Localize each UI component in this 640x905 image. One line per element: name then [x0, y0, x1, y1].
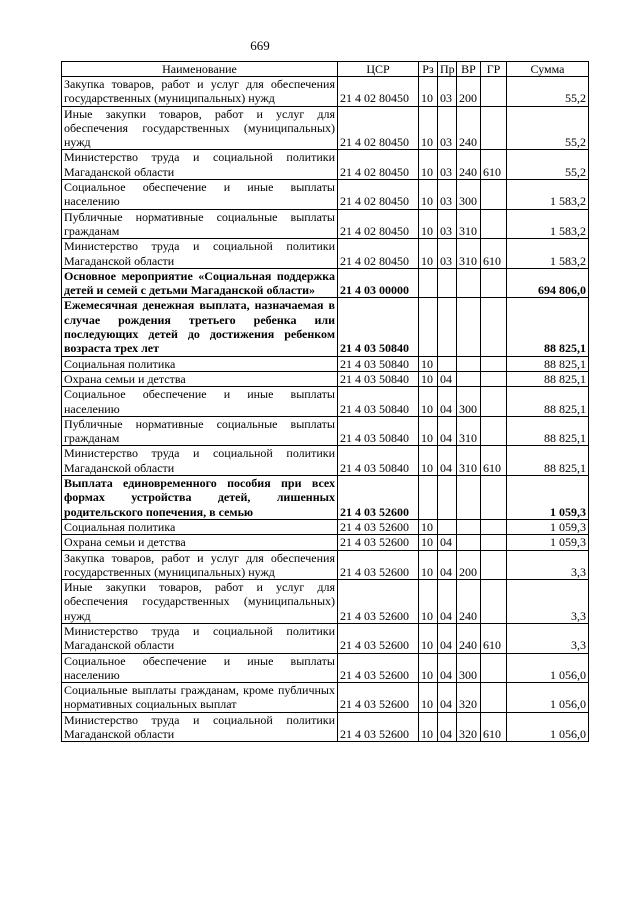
header-csr: ЦСР	[338, 62, 419, 77]
cell-rz	[419, 268, 438, 298]
cell-csr: 21 4 03 52600	[338, 623, 419, 653]
cell-rz: 10	[419, 77, 438, 107]
cell-pr: 04	[438, 535, 457, 550]
cell-csr: 21 4 03 52600	[338, 683, 419, 713]
cell-name: Министерство труда и социальной политики Магаданской области	[62, 239, 338, 269]
cell-csr: 21 4 03 52600	[338, 712, 419, 742]
cell-name: Закупка товаров, работ и услуг для обеспечения государственных (муниципальных) нужд	[62, 77, 338, 107]
cell-vr: 200	[457, 550, 481, 580]
cell-sum: 3,3	[507, 623, 589, 653]
cell-pr: 03	[438, 150, 457, 180]
cell-vr: 240	[457, 106, 481, 150]
table-row	[62, 416, 589, 446]
cell-csr: 21 4 03 50840	[338, 416, 419, 446]
cell-rz: 10	[419, 356, 438, 371]
cell-name: Социальное обеспечение и иные выплаты населению	[62, 180, 338, 210]
cell-sum: 1 059,3	[507, 535, 589, 550]
cell-name: Основное мероприятие «Социальная поддержка детей и семей с детьми Магаданской области»	[62, 268, 338, 298]
cell-vr: 320	[457, 683, 481, 713]
cell-gr	[481, 535, 507, 550]
cell-sum: 1 059,3	[507, 519, 589, 534]
cell-sum: 1 583,2	[507, 180, 589, 210]
cell-pr: 04	[438, 446, 457, 476]
cell-pr: 04	[438, 580, 457, 624]
header-pr: Пр	[438, 62, 457, 77]
cell-csr: 21 4 03 52600	[338, 519, 419, 534]
cell-rz: 10	[419, 550, 438, 580]
table-row	[62, 298, 589, 356]
cell-gr: 610	[481, 239, 507, 269]
table-header-row	[62, 62, 589, 77]
cell-pr	[438, 476, 457, 520]
cell-sum: 55,2	[507, 106, 589, 150]
cell-gr	[481, 653, 507, 683]
cell-csr: 21 4 02 80450	[338, 209, 419, 239]
cell-pr: 04	[438, 387, 457, 417]
cell-vr	[457, 519, 481, 534]
cell-name: Охрана семьи и детства	[62, 535, 338, 550]
cell-sum: 88 825,1	[507, 446, 589, 476]
cell-vr: 300	[457, 387, 481, 417]
cell-csr: 21 4 03 52600	[338, 653, 419, 683]
cell-rz: 10	[419, 180, 438, 210]
cell-vr: 310	[457, 416, 481, 446]
cell-gr: 610	[481, 712, 507, 742]
cell-vr: 240	[457, 623, 481, 653]
table-row	[62, 519, 589, 534]
table-row	[62, 623, 589, 653]
cell-csr: 21 4 03 50840	[338, 446, 419, 476]
cell-vr	[457, 535, 481, 550]
cell-pr: 03	[438, 180, 457, 210]
cell-pr: 03	[438, 106, 457, 150]
cell-sum: 1 583,2	[507, 209, 589, 239]
cell-sum: 55,2	[507, 77, 589, 107]
cell-pr: 04	[438, 683, 457, 713]
cell-sum: 1 056,0	[507, 653, 589, 683]
cell-gr	[481, 476, 507, 520]
cell-rz: 10	[419, 519, 438, 534]
table-row	[62, 387, 589, 417]
cell-sum: 3,3	[507, 580, 589, 624]
cell-rz: 10	[419, 580, 438, 624]
header-gr: ГР	[481, 62, 507, 77]
cell-gr	[481, 580, 507, 624]
cell-vr: 240	[457, 150, 481, 180]
cell-pr	[438, 298, 457, 356]
cell-vr	[457, 356, 481, 371]
cell-vr: 300	[457, 653, 481, 683]
cell-csr: 21 4 03 52600	[338, 535, 419, 550]
cell-gr	[481, 416, 507, 446]
cell-name: Закупка товаров, работ и услуг для обеспечения государственных (муниципальных) нужд	[62, 550, 338, 580]
cell-sum: 88 825,1	[507, 371, 589, 386]
cell-rz: 10	[419, 209, 438, 239]
cell-csr: 21 4 03 52600	[338, 580, 419, 624]
cell-gr	[481, 106, 507, 150]
table-row	[62, 150, 589, 180]
cell-vr: 300	[457, 180, 481, 210]
cell-pr: 04	[438, 371, 457, 386]
cell-gr	[481, 371, 507, 386]
cell-pr	[438, 268, 457, 298]
table-row	[62, 653, 589, 683]
cell-pr	[438, 519, 457, 534]
cell-rz: 10	[419, 387, 438, 417]
cell-csr: 21 4 03 00000	[338, 268, 419, 298]
cell-sum: 3,3	[507, 550, 589, 580]
header-rz: Рз	[419, 62, 438, 77]
cell-name: Социальная политика	[62, 519, 338, 534]
table-row	[62, 446, 589, 476]
cell-rz: 10	[419, 683, 438, 713]
cell-rz: 10	[419, 535, 438, 550]
cell-gr	[481, 550, 507, 580]
cell-pr: 04	[438, 653, 457, 683]
cell-vr	[457, 268, 481, 298]
cell-csr: 21 4 02 80450	[338, 150, 419, 180]
table-row	[62, 268, 589, 298]
cell-rz: 10	[419, 446, 438, 476]
cell-sum: 1 056,0	[507, 683, 589, 713]
cell-pr: 04	[438, 550, 457, 580]
cell-csr: 21 4 03 52600	[338, 476, 419, 520]
cell-name: Социальная политика	[62, 356, 338, 371]
cell-name: Социальное обеспечение и иные выплаты населению	[62, 653, 338, 683]
table-row	[62, 580, 589, 624]
cell-name: Социальное обеспечение и иные выплаты населению	[62, 387, 338, 417]
cell-vr: 320	[457, 712, 481, 742]
cell-csr: 21 4 02 80450	[338, 106, 419, 150]
cell-pr: 03	[438, 239, 457, 269]
cell-csr: 21 4 02 80450	[338, 239, 419, 269]
cell-sum: 1 059,3	[507, 476, 589, 520]
budget-table	[61, 61, 589, 742]
cell-gr	[481, 268, 507, 298]
header-vr: ВР	[457, 62, 481, 77]
cell-gr	[481, 356, 507, 371]
table-row	[62, 683, 589, 713]
cell-gr: 610	[481, 150, 507, 180]
cell-gr	[481, 298, 507, 356]
table-row	[62, 77, 589, 107]
cell-name: Социальные выплаты гражданам, кроме публичных нормативных социальных выплат	[62, 683, 338, 713]
header-name: Наименование	[62, 62, 338, 77]
cell-name: Министерство труда и социальной политики Магаданской области	[62, 150, 338, 180]
cell-name: Иные закупки товаров, работ и услуг для обеспечения государственных (муниципальных) нужд	[62, 580, 338, 624]
cell-csr: 21 4 03 50840	[338, 298, 419, 356]
cell-name: Министерство труда и социальной политики Магаданской области	[62, 712, 338, 742]
cell-rz: 10	[419, 712, 438, 742]
cell-gr: 610	[481, 446, 507, 476]
cell-pr: 04	[438, 623, 457, 653]
cell-vr	[457, 371, 481, 386]
table-body	[62, 77, 589, 742]
table-row	[62, 209, 589, 239]
cell-name: Выплата единовременного пособия при всех формах устройства детей, лишенных родительского попечения, в семью	[62, 476, 338, 520]
cell-csr: 21 4 03 50840	[338, 387, 419, 417]
cell-rz	[419, 476, 438, 520]
cell-rz: 10	[419, 239, 438, 269]
page-number: 669	[250, 38, 270, 53]
cell-gr	[481, 180, 507, 210]
cell-gr	[481, 77, 507, 107]
table-row	[62, 535, 589, 550]
cell-vr	[457, 476, 481, 520]
cell-gr: 610	[481, 623, 507, 653]
table-row	[62, 712, 589, 742]
cell-rz: 10	[419, 653, 438, 683]
table-row	[62, 180, 589, 210]
cell-vr: 240	[457, 580, 481, 624]
cell-sum: 1 056,0	[507, 712, 589, 742]
cell-pr	[438, 356, 457, 371]
cell-rz: 10	[419, 371, 438, 386]
cell-vr: 310	[457, 239, 481, 269]
table-row	[62, 476, 589, 520]
cell-rz: 10	[419, 623, 438, 653]
header-sum: Сумма	[507, 62, 589, 77]
cell-vr	[457, 298, 481, 356]
cell-vr: 200	[457, 77, 481, 107]
cell-name: Ежемесячная денежная выплата, назначаемая в случае рождения третьего ребенка или последующих детей до достижения ребенком возраста трех лет	[62, 298, 338, 356]
cell-gr	[481, 387, 507, 417]
cell-gr	[481, 209, 507, 239]
cell-sum: 88 825,1	[507, 387, 589, 417]
cell-gr	[481, 683, 507, 713]
cell-csr: 21 4 03 50840	[338, 356, 419, 371]
cell-sum: 1 583,2	[507, 239, 589, 269]
cell-pr: 03	[438, 209, 457, 239]
cell-csr: 21 4 02 80450	[338, 180, 419, 210]
cell-name: Иные закупки товаров, работ и услуг для обеспечения государственных (муниципальных) нужд	[62, 106, 338, 150]
table-row	[62, 106, 589, 150]
cell-sum: 694 806,0	[507, 268, 589, 298]
cell-name: Министерство труда и социальной политики Магаданской области	[62, 623, 338, 653]
table-row	[62, 550, 589, 580]
cell-name: Публичные нормативные социальные выплаты гражданам	[62, 209, 338, 239]
cell-rz: 10	[419, 416, 438, 446]
table-row	[62, 371, 589, 386]
cell-pr: 04	[438, 416, 457, 446]
cell-rz: 10	[419, 106, 438, 150]
cell-vr: 310	[457, 209, 481, 239]
cell-sum: 88 825,1	[507, 416, 589, 446]
cell-rz: 10	[419, 150, 438, 180]
cell-vr: 310	[457, 446, 481, 476]
cell-name: Публичные нормативные социальные выплаты гражданам	[62, 416, 338, 446]
cell-sum: 55,2	[507, 150, 589, 180]
cell-pr: 03	[438, 77, 457, 107]
table-row	[62, 239, 589, 269]
cell-csr: 21 4 03 50840	[338, 371, 419, 386]
cell-rz	[419, 298, 438, 356]
cell-csr: 21 4 03 52600	[338, 550, 419, 580]
cell-sum: 88 825,1	[507, 356, 589, 371]
cell-gr	[481, 519, 507, 534]
cell-name: Министерство труда и социальной политики Магаданской области	[62, 446, 338, 476]
cell-csr: 21 4 02 80450	[338, 77, 419, 107]
table-row	[62, 356, 589, 371]
cell-name: Охрана семьи и детства	[62, 371, 338, 386]
cell-sum: 88 825,1	[507, 298, 589, 356]
cell-pr: 04	[438, 712, 457, 742]
